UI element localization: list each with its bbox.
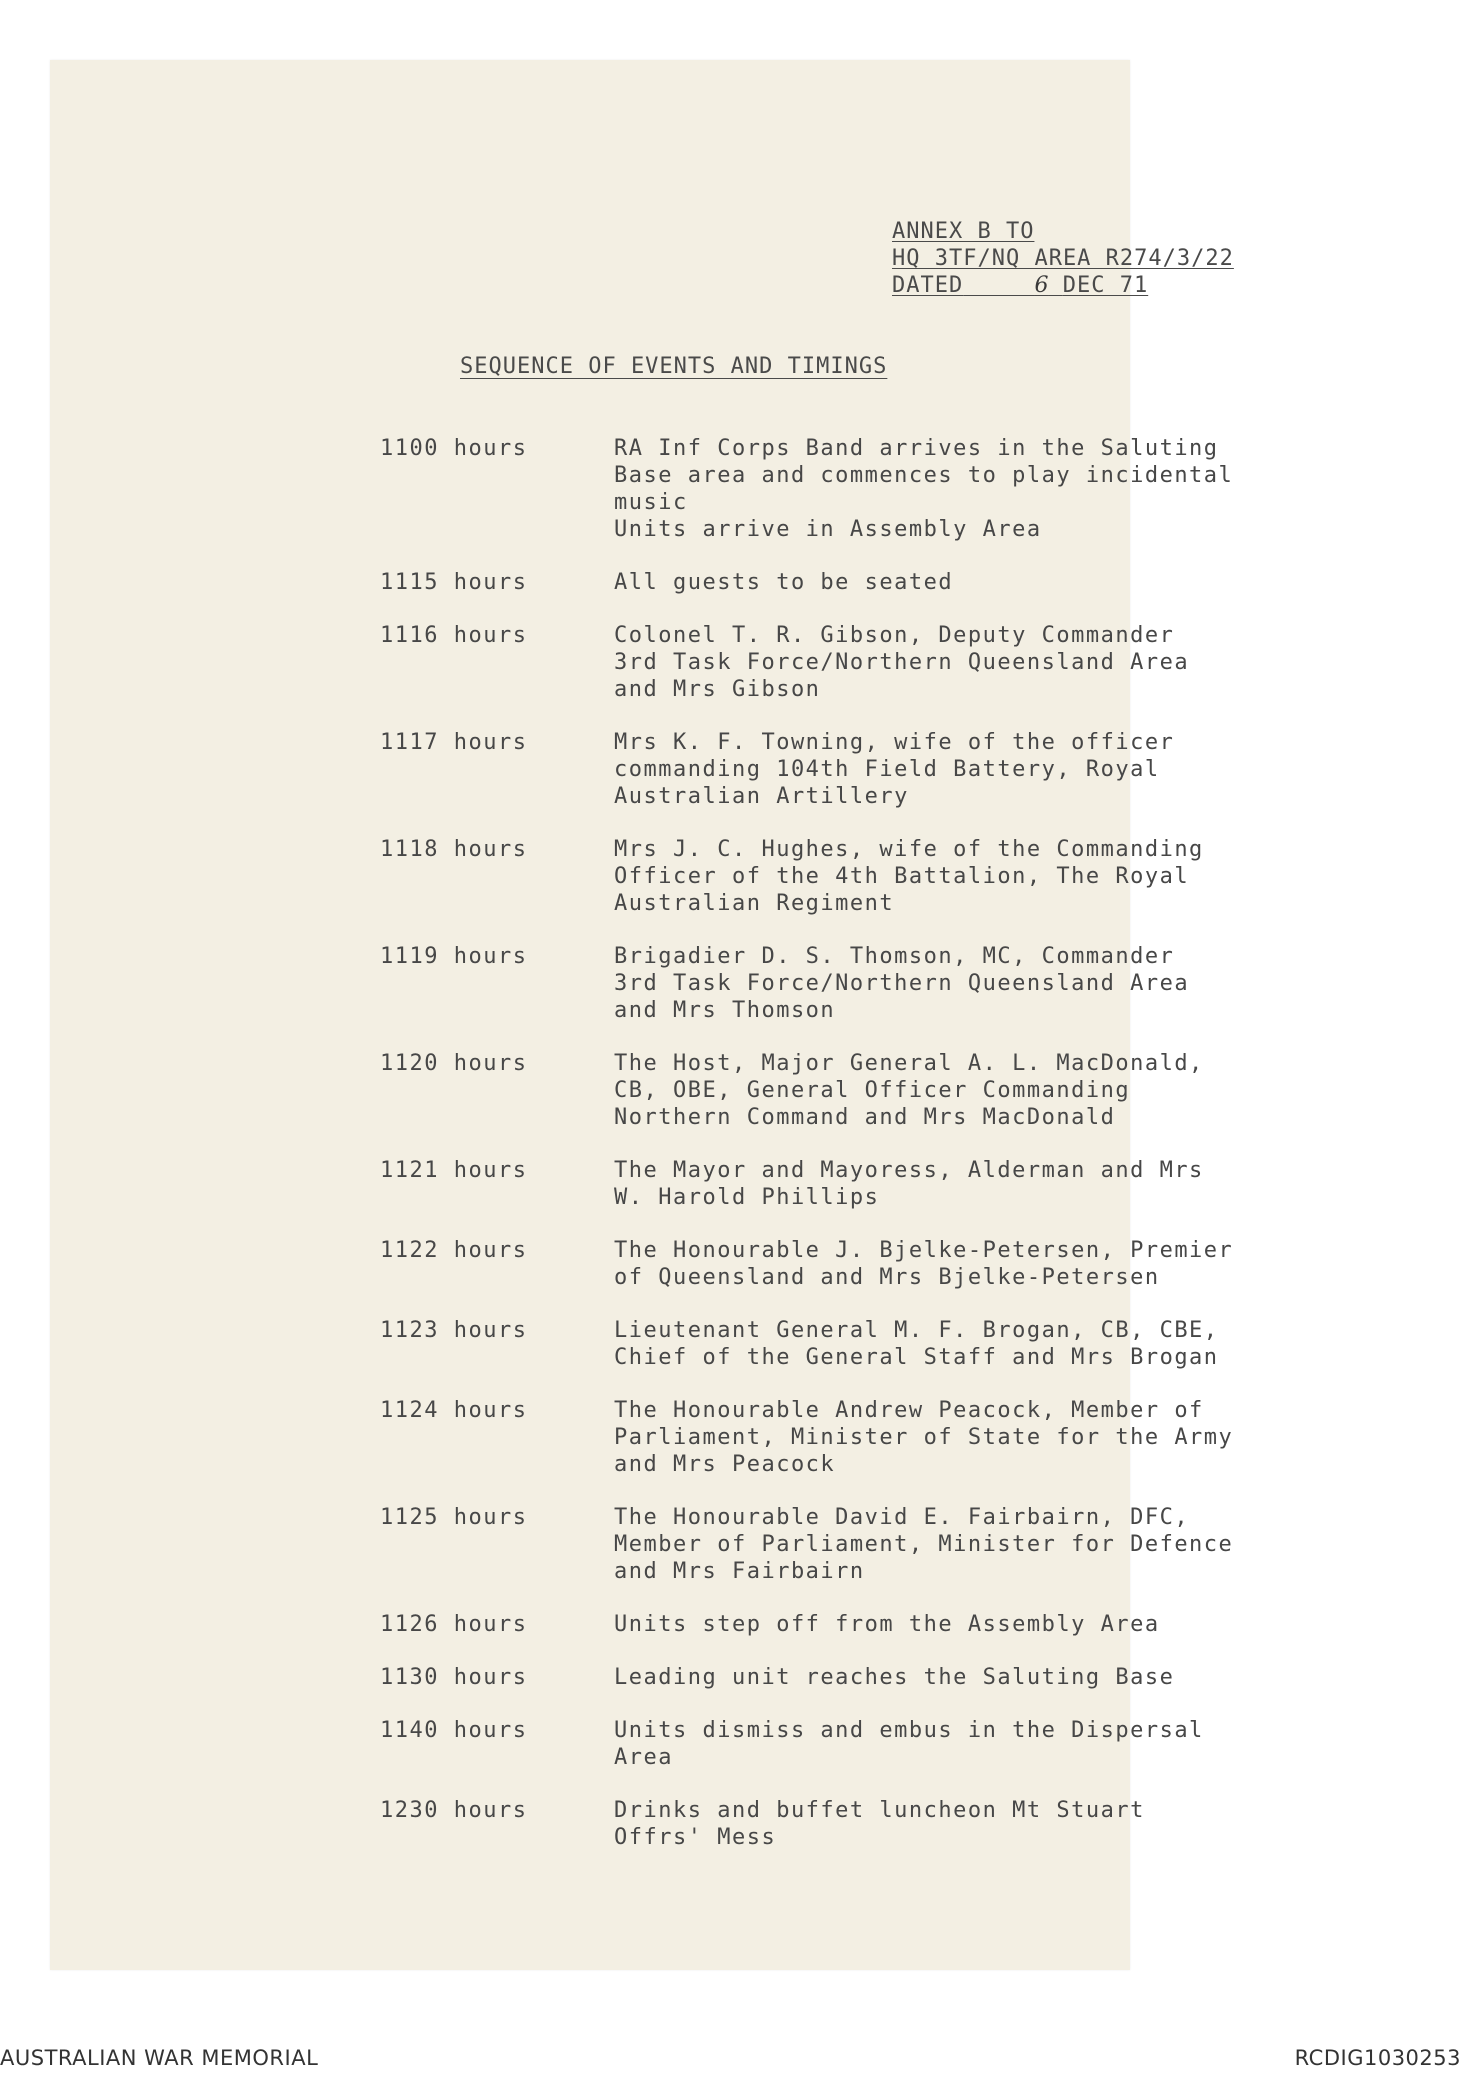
event-row (380, 1317, 1340, 1371)
event-description-line: The Honourable J. Bjelke-Petersen, Premier (614, 1238, 1234, 1263)
event-time: 1122 hours (380, 1238, 528, 1263)
event-row (380, 435, 1340, 543)
event-time: 1100 hours (380, 436, 528, 461)
event-time: 1230 hours (380, 1798, 528, 1823)
event-description (614, 943, 1340, 1024)
event-description (614, 836, 1340, 917)
annex-reference (892, 218, 1234, 299)
event-row (380, 729, 1340, 810)
event-description-line: Colonel T. R. Gibson, Deputy Commander (614, 623, 1175, 648)
annex-dated-line (892, 272, 1234, 299)
event-time: 1115 hours (380, 570, 528, 595)
event-description (614, 1504, 1340, 1585)
event-time: 1124 hours (380, 1398, 528, 1423)
event-description-line: Northern Command and Mrs MacDonald (614, 1105, 1116, 1130)
event-description (614, 1611, 1340, 1638)
dated-label: DATED (892, 273, 964, 298)
event-description-line: commanding 104th Field Battery, Royal (614, 757, 1160, 782)
event-description-line: Brigadier D. S. Thomson, MC, Commander (614, 944, 1175, 969)
event-description (614, 435, 1340, 543)
event-description (614, 1317, 1340, 1371)
event-description-line: and Mrs Thomson (614, 998, 836, 1023)
event-description (614, 1157, 1340, 1211)
event-time: 1140 hours (380, 1718, 528, 1743)
event-row (380, 1664, 1340, 1691)
event-time: 1123 hours (380, 1318, 528, 1343)
event-description-line: of Queensland and Mrs Bjelke-Petersen (614, 1265, 1160, 1290)
event-description (614, 1237, 1340, 1291)
event-row (380, 622, 1340, 703)
event-description-line: CB, OBE, General Officer Commanding (614, 1078, 1131, 1103)
event-description-line: 3rd Task Force/Northern Queensland Area (614, 650, 1190, 675)
event-description-line: The Mayor and Mayoress, Alderman and Mrs (614, 1158, 1204, 1183)
annex-line-1: ANNEX B TO (892, 219, 1035, 244)
event-description-line: and Mrs Peacock (614, 1452, 836, 1477)
event-description-line: The Honourable David E. Fairbairn, DFC, (614, 1505, 1190, 1530)
event-description-line: and Mrs Gibson (614, 677, 821, 702)
event-row (380, 836, 1340, 917)
event-description-line: 3rd Task Force/Northern Queensland Area (614, 971, 1190, 996)
footer-source: AUSTRALIAN WAR MEMORIAL (0, 2046, 319, 2070)
event-row (380, 1717, 1340, 1771)
event-description-line: Member of Parliament, Minister for Defence (614, 1532, 1234, 1557)
event-time: 1126 hours (380, 1612, 528, 1637)
event-description-line: Drinks and buffet luncheon Mt Stuart (614, 1798, 1145, 1823)
event-description (614, 729, 1340, 810)
event-time: 1120 hours (380, 1051, 528, 1076)
event-time: 1118 hours (380, 837, 528, 862)
dated-rest: DEC 71 (1062, 273, 1149, 298)
event-row (380, 1157, 1340, 1211)
event-description-line: Offrs' Mess (614, 1825, 777, 1850)
event-description-line: The Honourable Andrew Peacock, Member of (614, 1398, 1204, 1423)
event-description (614, 622, 1340, 703)
event-description-line: The Host, Major General A. L. MacDonald, (614, 1051, 1204, 1076)
event-row (380, 1237, 1340, 1291)
event-time: 1130 hours (380, 1665, 528, 1690)
event-description-line: Mrs K. F. Towning, wife of the officer (614, 730, 1175, 755)
event-description-line: music (614, 490, 688, 515)
event-description (614, 1664, 1340, 1691)
event-description (614, 569, 1340, 596)
event-description-line: Area (614, 1745, 673, 1770)
event-description-line: W. Harold Phillips (614, 1185, 880, 1210)
event-row (380, 1050, 1340, 1131)
event-description (614, 1797, 1340, 1851)
event-description-line: Units dismiss and embus in the Dispersal (614, 1718, 1204, 1743)
event-time: 1117 hours (380, 730, 528, 755)
event-row (380, 1504, 1340, 1585)
event-description-line: Australian Artillery (614, 784, 909, 809)
event-time: 1125 hours (380, 1505, 528, 1530)
event-description-line: Units step off from the Assembly Area (614, 1612, 1160, 1637)
event-description (614, 1397, 1340, 1478)
event-time: 1116 hours (380, 623, 528, 648)
event-description-line: RA Inf Corps Band arrives in the Saluting (614, 436, 1219, 461)
event-description-line: Lieutenant General M. F. Brogan, CB, CBE, (614, 1318, 1219, 1343)
event-description-line: Leading unit reaches the Saluting Base (614, 1665, 1175, 1690)
event-description-line: Units arrive in Assembly Area (614, 517, 1042, 542)
dated-day: 6 (1034, 273, 1049, 298)
event-description-line: Chief of the General Staff and Mrs Brogan (614, 1345, 1219, 1370)
event-time: 1119 hours (380, 944, 528, 969)
event-description (614, 1717, 1340, 1771)
event-row (380, 943, 1340, 1024)
footer-id: RCDIG1030253 (1294, 2046, 1461, 2070)
event-description-line: Mrs J. C. Hughes, wife of the Commanding (614, 837, 1204, 862)
event-list (380, 435, 1340, 1877)
event-description (614, 1050, 1340, 1131)
event-row (380, 569, 1340, 596)
page-title: SEQUENCE OF EVENTS AND TIMINGS (460, 354, 888, 379)
event-description-line: Australian Regiment (614, 891, 895, 916)
event-description-line: All guests to be seated (614, 570, 954, 595)
event-description-line: Base area and commences to play incidental (614, 463, 1234, 488)
event-description-line: Officer of the 4th Battalion, The Royal (614, 864, 1190, 889)
event-description-line: and Mrs Fairbairn (614, 1559, 865, 1584)
event-row (380, 1397, 1340, 1478)
event-row (380, 1611, 1340, 1638)
event-time: 1121 hours (380, 1158, 528, 1183)
annex-line-2: HQ 3TF/NQ AREA R274/3/22 (892, 246, 1234, 271)
event-description-line: Parliament, Minister of State for the Army (614, 1425, 1234, 1450)
event-row (380, 1797, 1340, 1851)
